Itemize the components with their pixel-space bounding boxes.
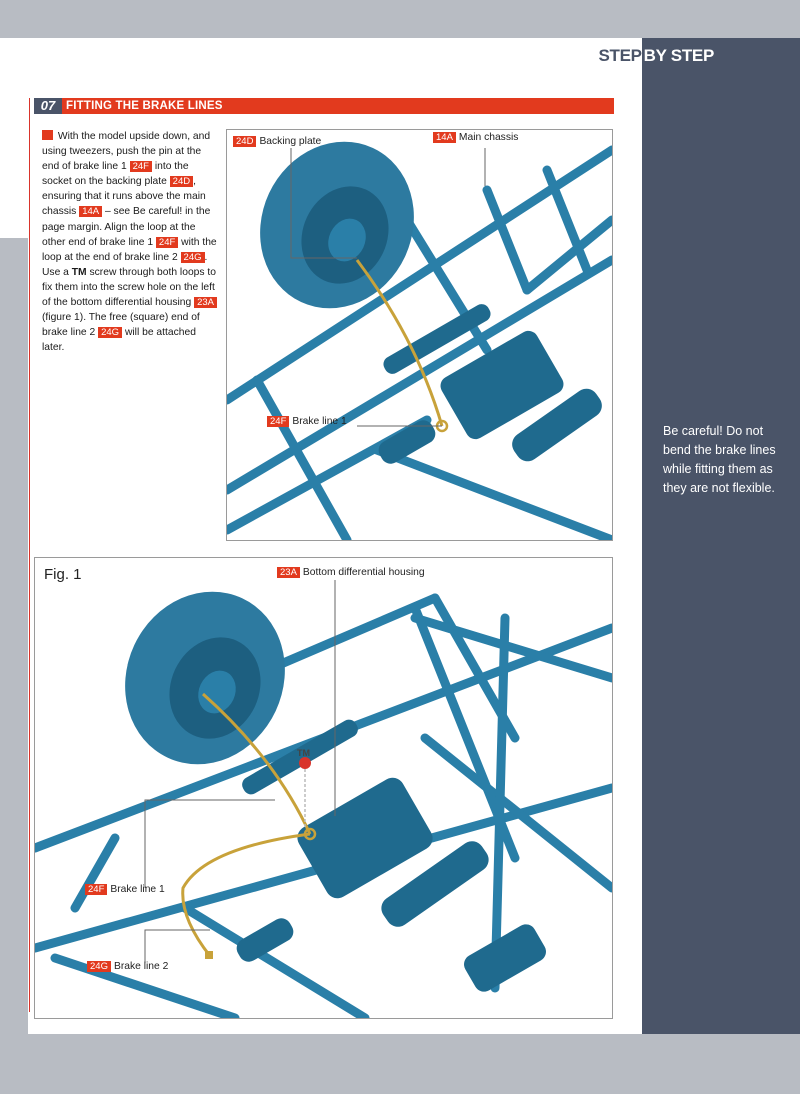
top-band xyxy=(0,0,800,38)
callout-brake-line-1 xyxy=(85,884,165,895)
header-title-part2: BY STEP xyxy=(642,45,718,66)
part-tag: 24G xyxy=(98,327,122,338)
callout-tag: 23A xyxy=(277,567,300,578)
section-number: 07 xyxy=(34,98,62,114)
page-header-title xyxy=(598,46,718,66)
callout-tag: 24D xyxy=(233,136,256,147)
callout-main-chassis xyxy=(433,132,518,143)
callout-brake-line-2 xyxy=(87,961,168,972)
caution-note: Be careful! Do not bend the brake lines while fitting them as they are not flexible. xyxy=(663,424,776,495)
step-illustration-panel xyxy=(226,129,613,541)
section-title: FITTING THE BRAKE LINES xyxy=(66,100,223,112)
figure-1-panel xyxy=(34,557,613,1019)
callout-tag: 24G xyxy=(87,961,111,972)
tm-screw-label: TM xyxy=(297,748,310,758)
instr-text-5: with the loop at the end of brake line 2 xyxy=(42,236,217,263)
instr-text-9: will be attached later. xyxy=(42,327,196,354)
callout-brake-line-1 xyxy=(267,416,347,427)
instr-text-7: screw through both loops to fix them into the screw hole on the left of the bottom differential housing xyxy=(42,266,217,309)
part-tag: 24D xyxy=(170,176,193,187)
chassis-illustration xyxy=(227,130,612,540)
instr-text-1: With the model upside down, and using tweezers, push the pin at the end of brake line 1 xyxy=(42,131,211,173)
sidebar xyxy=(642,84,800,1034)
figure-label: Fig. 1 xyxy=(44,566,82,583)
callout-label: Brake line 2 xyxy=(113,961,169,972)
screw-code: TM xyxy=(71,266,87,278)
instr-text-2: into the socket on the backing plate xyxy=(42,161,189,188)
left-margin-band xyxy=(0,238,28,1034)
callout-label: Brake line 1 xyxy=(292,416,347,427)
part-tag: 24F xyxy=(130,161,152,172)
instr-text-8: (figure 1). The free (square) end of brake line 2 xyxy=(42,312,200,339)
figure-1-illustration xyxy=(35,558,612,1018)
header-square-icon xyxy=(754,51,764,61)
instr-text-3: , ensuring that it runs above the main chassis xyxy=(42,176,206,218)
bottom-band xyxy=(0,1034,800,1094)
instr-text-6: . Use a xyxy=(42,251,208,278)
callout-label: Main chassis xyxy=(458,132,519,143)
part-tag: 23A xyxy=(194,297,217,308)
callout-label: Brake line 1 xyxy=(110,884,165,895)
callout-backing-plate xyxy=(233,136,321,147)
bullet-square-icon xyxy=(42,130,53,140)
callout-label: Backing plate xyxy=(259,136,322,147)
callout-tag: 24F xyxy=(85,884,107,895)
callout-tag: 14A xyxy=(433,132,456,143)
callout-label: Bottom differential housing xyxy=(302,567,425,578)
callout-tag: 24F xyxy=(267,416,289,427)
part-tag: 14A xyxy=(79,206,102,217)
left-margin-top xyxy=(0,84,28,238)
instr-text-4: – see Be careful! in the page margin. Align the loop at the other end of brake line 1 xyxy=(42,206,211,248)
part-tag: 24F xyxy=(156,237,178,248)
part-tag: 24G xyxy=(181,252,205,263)
callout-diff-housing xyxy=(277,567,425,578)
margin-rule xyxy=(29,98,30,1012)
header-title-part1: STEP xyxy=(598,46,642,65)
instructions-text xyxy=(42,129,218,355)
